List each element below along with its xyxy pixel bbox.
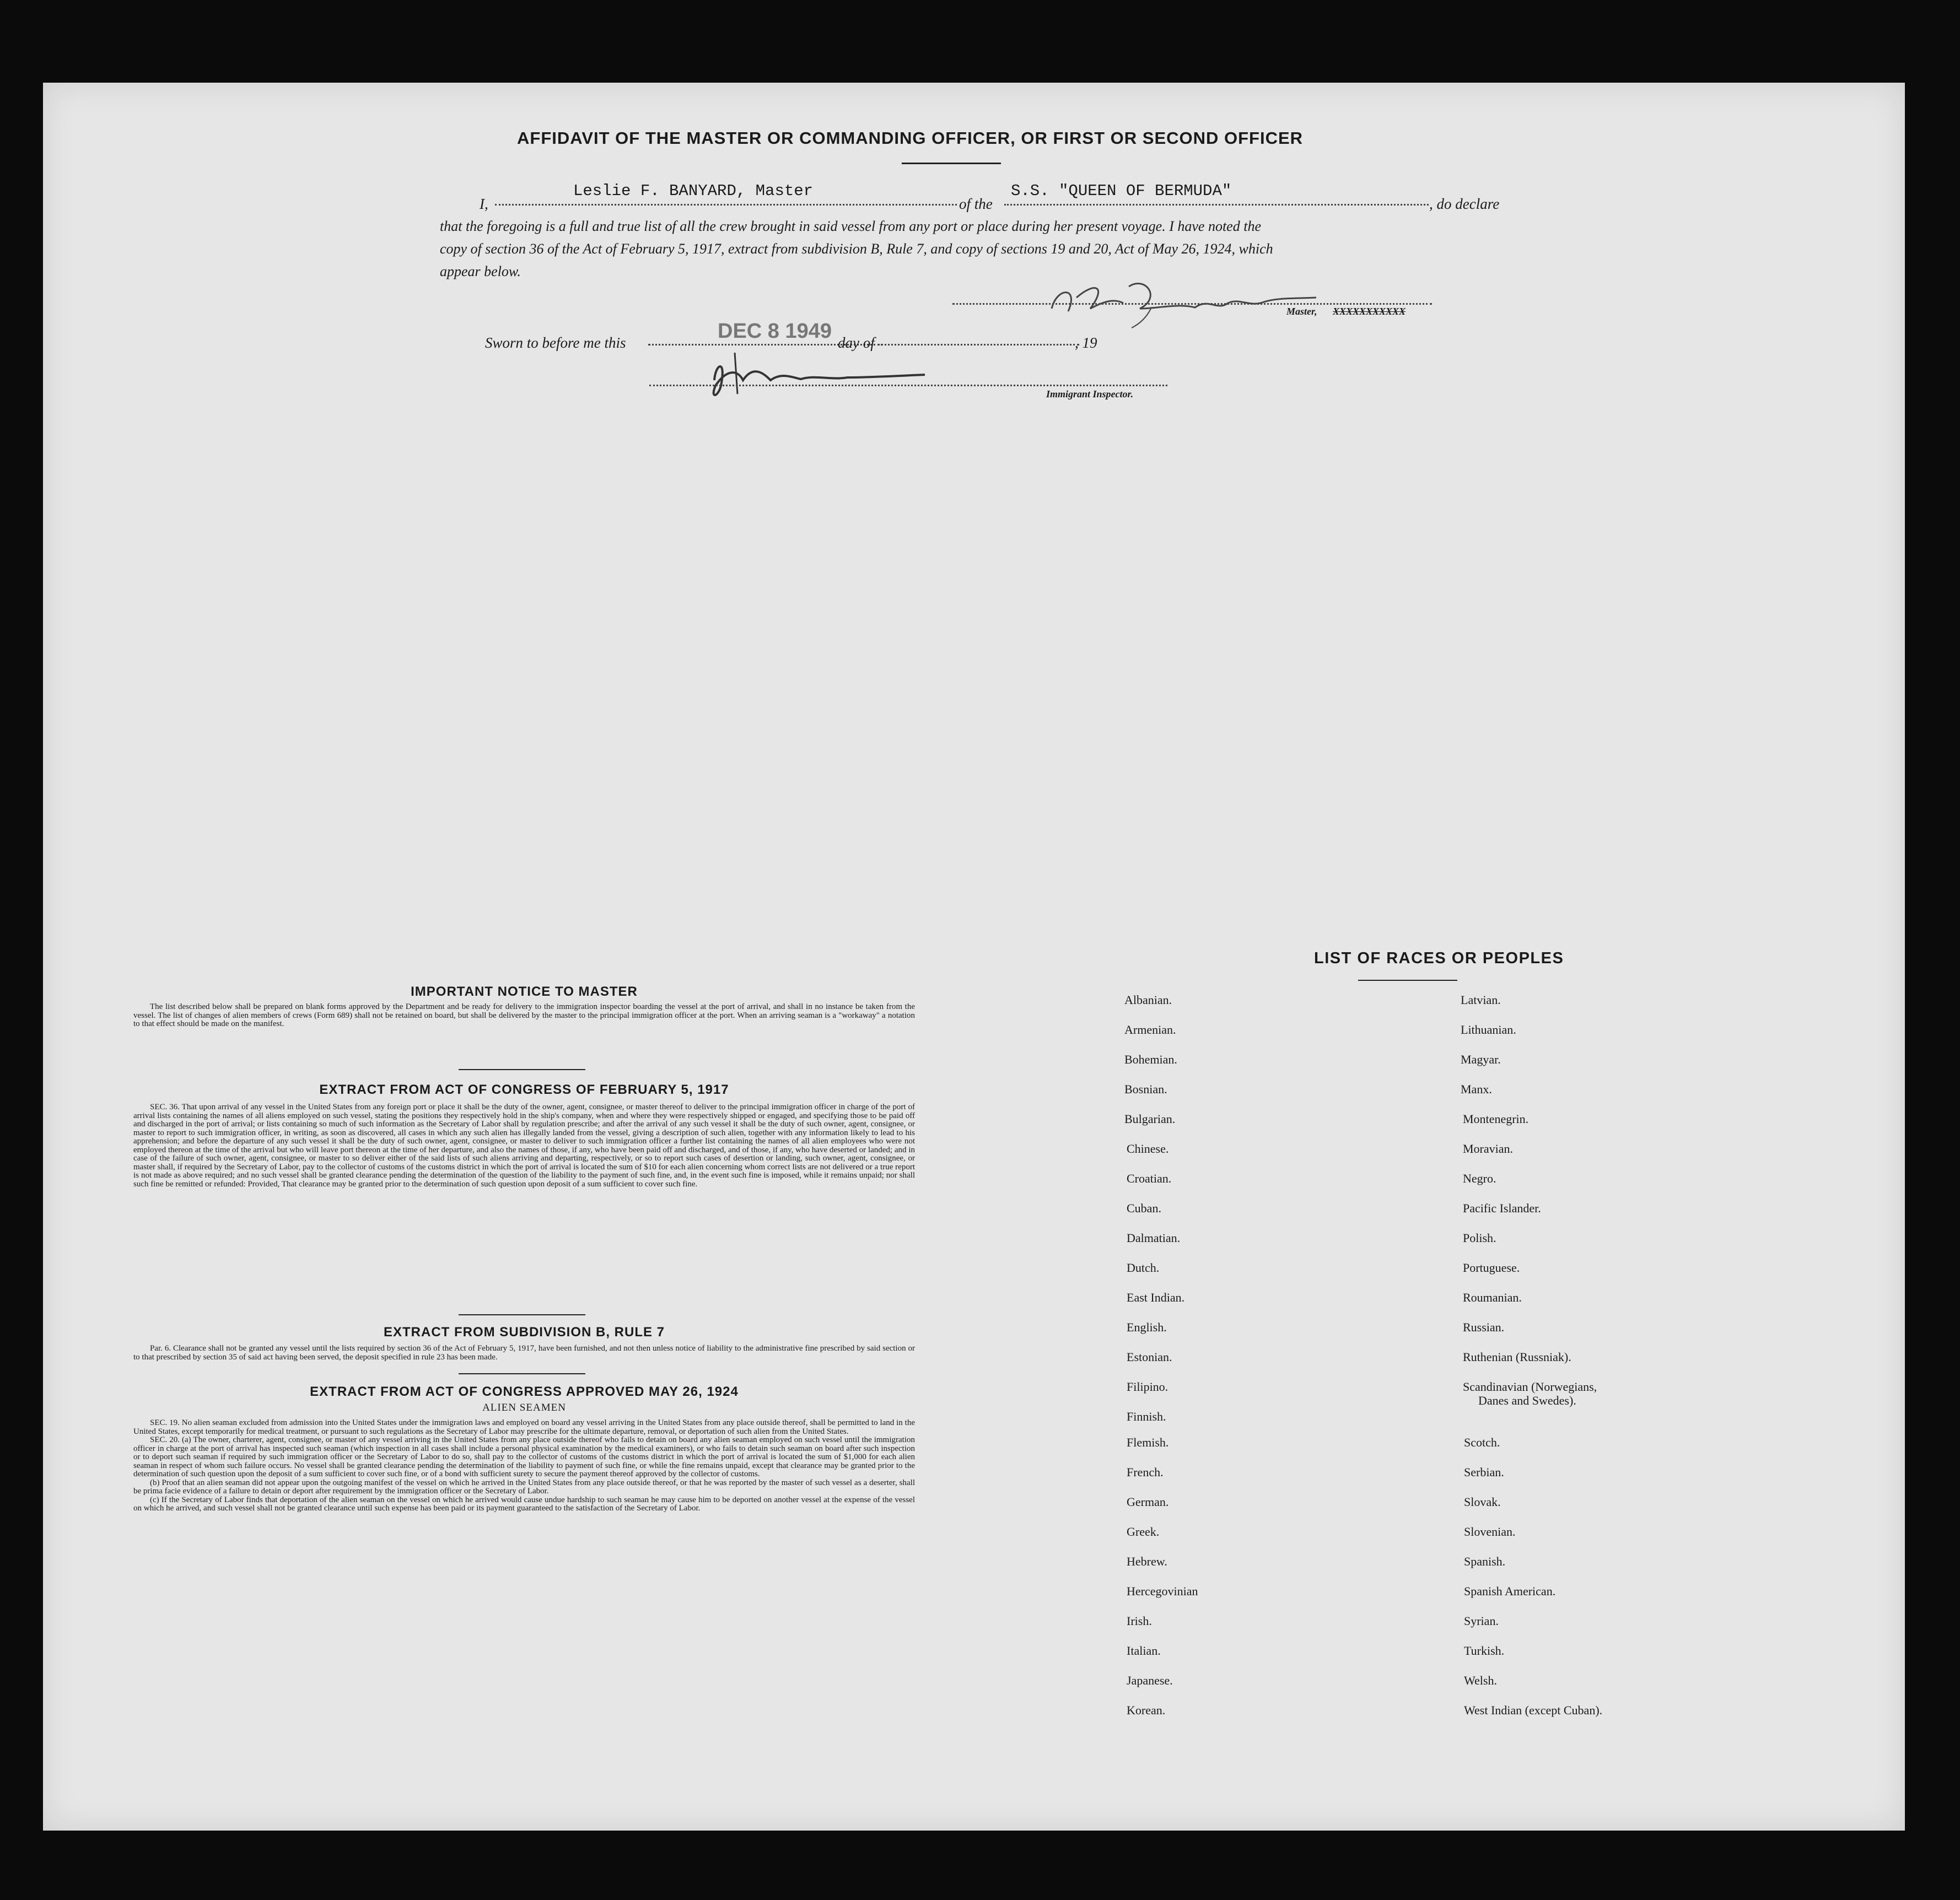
affidavit-line-4: appear below. — [440, 263, 521, 279]
sec-36-paragraph: SEC. 36. That upon arrival of any vessel in the United States from any foreign port or place it shall be the duty of the owner, agent, consignee, or master thereof to deliver to the principal immigration officer in charge of the port of arrival lists containing the names of all aliens employed on such vessel, stating the positions they respectively hold in the ship's company, when and where they were respectively shipped or engaged, and specifying those to be paid off and discharged in the port of arrival; or lists containing so much of such information as the Secretary of Labor shall by regulation prescribe; and after the arrival of any such vessel it shall be the duty of such owner, agent, consignee, or master to report to such immigration officer, in writing, as soon as discovered, all cases in which any such alien has illegally landed from the vessel, giving a description of such alien, together with any information likely to lead to his apprehension; and before the departure of any such vessel it shall be the duty of such owner, agent, consignee, or master to deliver to such immigration officer a further list containing the names of all alien employees who were not employed thereon at the time of the arrival but who will leave port thereon at the time of her departure, and also the names of those, if any, who have been paid off and discharged, and of those, if any, who have deserted or landed; and in case of the failure of such owner, agent, consignee, or master to so deliver either of the said lists of such aliens arriving and departing, respectively, or so to report such cases of desertion or landing, such owner, agent, consignee, or master shall, if required by the Secretary of Labor, pay to the collector of customs of the customs district in which the port of arrival is located the sum of $10 for each alien concerning whom correct lists are not delivered or a true report is not made as above required; and no such vessel shall be granted clearance pending the determination of the question of the liability to the payment of such fine, and, in the event such fine is imposed, while it remains unpaid; nor shall such fine be remitted or refunded: Provided, That clearance may be granted prior to the determination of such question upon deposit of a sum sufficient to cover such fine. — [133, 1103, 915, 1189]
divider — [459, 1314, 585, 1315]
race-item: Manx. — [1461, 1082, 1492, 1096]
race-item: Pacific Islander. — [1463, 1201, 1541, 1215]
race-item: Irish. — [1127, 1614, 1152, 1628]
races-title-divider — [1358, 980, 1457, 981]
race-item: Polish. — [1463, 1231, 1496, 1245]
inspector-signature — [704, 347, 936, 402]
race-item: Croatian. — [1127, 1172, 1172, 1185]
race-item: Italian. — [1127, 1644, 1161, 1658]
declarant-name: Leslie F. BANYARD, Master — [573, 182, 814, 200]
race-item: Roumanian. — [1463, 1291, 1522, 1304]
par-6-paragraph: Par. 6. Clearance shall not be granted any vessel until the lists required by section 36 of the Act of February 5, 1917, have been furnished, and not then unless notice of liability to the administrative fine prescribed by said section or to that prescribed by section 35 of said act having been served, the deposit specified in rule 23 has been made. — [133, 1344, 915, 1362]
race-item: Moravian. — [1463, 1142, 1514, 1156]
race-item: German. — [1127, 1495, 1169, 1509]
extract-1924-title: EXTRACT FROM ACT OF CONGRESS APPROVED MAY 26, 1924 — [310, 1384, 739, 1399]
inspector-label: Immigrant Inspector. — [1046, 388, 1134, 400]
race-item: Montenegrin. — [1463, 1112, 1529, 1126]
sworn-label: Sworn to before me this — [485, 334, 626, 351]
race-item: Syrian. — [1464, 1614, 1499, 1628]
year-label: , 19 — [1075, 334, 1097, 351]
race-item: Greek. — [1127, 1525, 1160, 1539]
divider — [459, 1069, 585, 1070]
race-item-line: Scandinavian (Norwegians, — [1463, 1380, 1597, 1394]
notice-paragraph: The list described below shall be prepared on blank forms approved by the Department and be ready for delivery to the immigration inspector boarding the vessel at the port of arrival, and shall in no instance be taken from the vessel. The list of changes of alien members of crews (Form 689) shall not be retained on board, but shall be delivered by the master to the principal immigration officer at the port. When an arriving seaman is a "workaway" a notation to that effect should be made on the manifest. — [133, 1002, 915, 1028]
i-label: I, — [480, 196, 488, 212]
vessel-name: S.S. "QUEEN OF BERMUDA" — [1011, 182, 1232, 200]
race-item: Negro. — [1463, 1172, 1496, 1185]
affidavit-title: AFFIDAVIT OF THE MASTER OR COMMANDING OFFICER, OR FIRST OR SECOND OFFICER — [517, 128, 1304, 148]
races-title: LIST OF RACES OR PEOPLES — [1314, 949, 1564, 967]
race-item: Bulgarian. — [1124, 1112, 1176, 1126]
notice-text — [133, 1003, 915, 1029]
of-the-label: of the — [959, 196, 993, 212]
title-divider — [902, 163, 1001, 164]
race-item: Russian. — [1463, 1320, 1505, 1334]
master-signature-line — [952, 303, 1432, 305]
affidavit-line-3: copy of section 36 of the Act of February 5, 1917, extract from subdivision B, Rule 7, and copy of sections 19 and 20, Act of May 26, 1924, which — [440, 241, 1273, 257]
race-item: Lithuanian. — [1461, 1023, 1516, 1037]
race-item: Chinese. — [1127, 1142, 1169, 1156]
race-item: Hercegovinian — [1127, 1584, 1198, 1598]
race-item: Korean. — [1127, 1703, 1166, 1717]
document-page — [43, 83, 1905, 1831]
divider — [459, 1373, 585, 1374]
race-item: Latvian. — [1461, 993, 1501, 1007]
master-struck-title: XXXXXXXXXXX — [1333, 306, 1406, 317]
race-item: East Indian. — [1127, 1291, 1185, 1304]
race-item: Albanian. — [1124, 993, 1172, 1007]
race-item: Serbian. — [1464, 1465, 1504, 1479]
race-item: French. — [1127, 1465, 1164, 1479]
race-item: Finnish. — [1127, 1410, 1166, 1423]
race-item: Dalmatian. — [1127, 1231, 1181, 1245]
extract-rule7-text — [133, 1345, 915, 1362]
race-item: Armenian. — [1124, 1023, 1176, 1037]
master-signature — [1019, 265, 1327, 331]
race-item: Filipino. — [1127, 1380, 1169, 1394]
extract-1924-text — [133, 1419, 915, 1513]
sec-19-paragraph: SEC. 19. No alien seaman excluded from admission into the United States under the immigration laws and employed on board any vessel arriving in the United States from any place outside thereof, shall be permitted to land in the United States, except temporarily for medical treatment, or pursuant to such regulations as the Secretary of Labor may prescribe for the ultimate departure, removal, or deportation of such alien from the United States. — [133, 1418, 915, 1436]
do-declare-label: , do declare — [1429, 196, 1500, 212]
race-item: Spanish American. — [1464, 1584, 1556, 1598]
race-item: Ruthenian (Russniak). — [1463, 1350, 1571, 1364]
race-item: Spanish. — [1464, 1554, 1506, 1568]
affidavit-line-2: that the foregoing is a full and true list of all the crew brought in said vessel from any port or place during her present voyage. I have noted the — [440, 218, 1261, 234]
race-item: Bosnian. — [1124, 1082, 1167, 1096]
extract-rule7-title: EXTRACT FROM SUBDIVISION B, RULE 7 — [383, 1325, 665, 1340]
race-item: Slovak. — [1464, 1495, 1501, 1509]
race-item: Flemish. — [1127, 1435, 1169, 1449]
race-item: Scotch. — [1464, 1435, 1500, 1449]
race-item: Welsh. — [1464, 1674, 1497, 1687]
race-item: Cuban. — [1127, 1201, 1161, 1215]
notice-title: IMPORTANT NOTICE TO MASTER — [411, 984, 638, 999]
declarant-line — [495, 204, 957, 206]
alien-seamen-subtitle: ALIEN SEAMEN — [482, 1402, 566, 1413]
day-of-label: day of — [838, 334, 875, 351]
date-stamp: DEC 8 1949 — [718, 320, 832, 343]
inspector-signature-line — [649, 385, 1167, 386]
race-item: Portuguese. — [1463, 1261, 1520, 1275]
race-item: Japanese. — [1127, 1674, 1173, 1687]
race-item-line: Danes and Swedes). — [1478, 1394, 1576, 1407]
race-item: Hebrew. — [1127, 1554, 1167, 1568]
sec-20c-paragraph: (c) If the Secretary of Labor finds that deportation of the alien seaman on the vessel on which he arrived would cause undue hardship to such seaman he may cause him to be deported on another vessel at the expense of the vessel on which he arrived, and such vessel shall not be granted clearance until such expense has been paid or its payment guaranteed to the satisfaction of the Secretary of Labor. — [133, 1495, 915, 1513]
race-item: Magyar. — [1461, 1052, 1501, 1066]
race-item: Slovenian. — [1464, 1525, 1516, 1539]
extract-1917-title: EXTRACT FROM ACT OF CONGRESS OF FEBRUARY 5, 1917 — [319, 1082, 729, 1097]
sec-20a-paragraph: SEC. 20. (a) The owner, charterer, agent, consignee, or master of any vessel arriving in the United States from any place outside thereof who fails to detain on board any alien seaman employed on such vessel until the immigration officer in charge at the port of arrival has inspected such seaman (which inspection in all cases shall include a personal physical examination by the medical examiners), or who fails to detain such seaman on board after such inspection or to deport such seaman if required by such immigration officer or the Secretary of Labor to do so, shall pay to the collector of customs of the customs district in which the port of arrival is located the sum of $1,000 for each alien seaman in respect of whom such failure occurs. No vessel shall be granted clearance pending the determination of the liability to payment of such fine, or while the fine remains unpaid, except that clearance may be granted prior to the determination of such question upon the deposit of a sum sufficient to cover such fine, or of a bond with sufficient surety to secure the payment thereof approved by the collector of customs. — [133, 1435, 915, 1478]
race-item: English. — [1127, 1320, 1167, 1334]
race-item: West Indian (except Cuban). — [1464, 1703, 1603, 1717]
master-label: Master, — [1286, 306, 1317, 317]
month-line — [881, 344, 1079, 346]
race-item: Dutch. — [1127, 1261, 1160, 1275]
race-item: Turkish. — [1464, 1644, 1505, 1658]
extract-1917-text — [133, 1103, 915, 1189]
vessel-line — [1004, 204, 1429, 206]
sec-20b-paragraph: (b) Proof that an alien seaman did not appear upon the outgoing manifest of the vessel on which he arrived in the United States from any place outside thereof, or that he was reported by the master of such vessel as a deserter, shall be prima facie evidence of a failure to detain or deport after requirement by the immigration officer or the Secretary of Labor. — [133, 1478, 915, 1496]
race-item — [1463, 1380, 1597, 1407]
race-item: Bohemian. — [1124, 1052, 1177, 1066]
race-item: Estonian. — [1127, 1350, 1172, 1364]
